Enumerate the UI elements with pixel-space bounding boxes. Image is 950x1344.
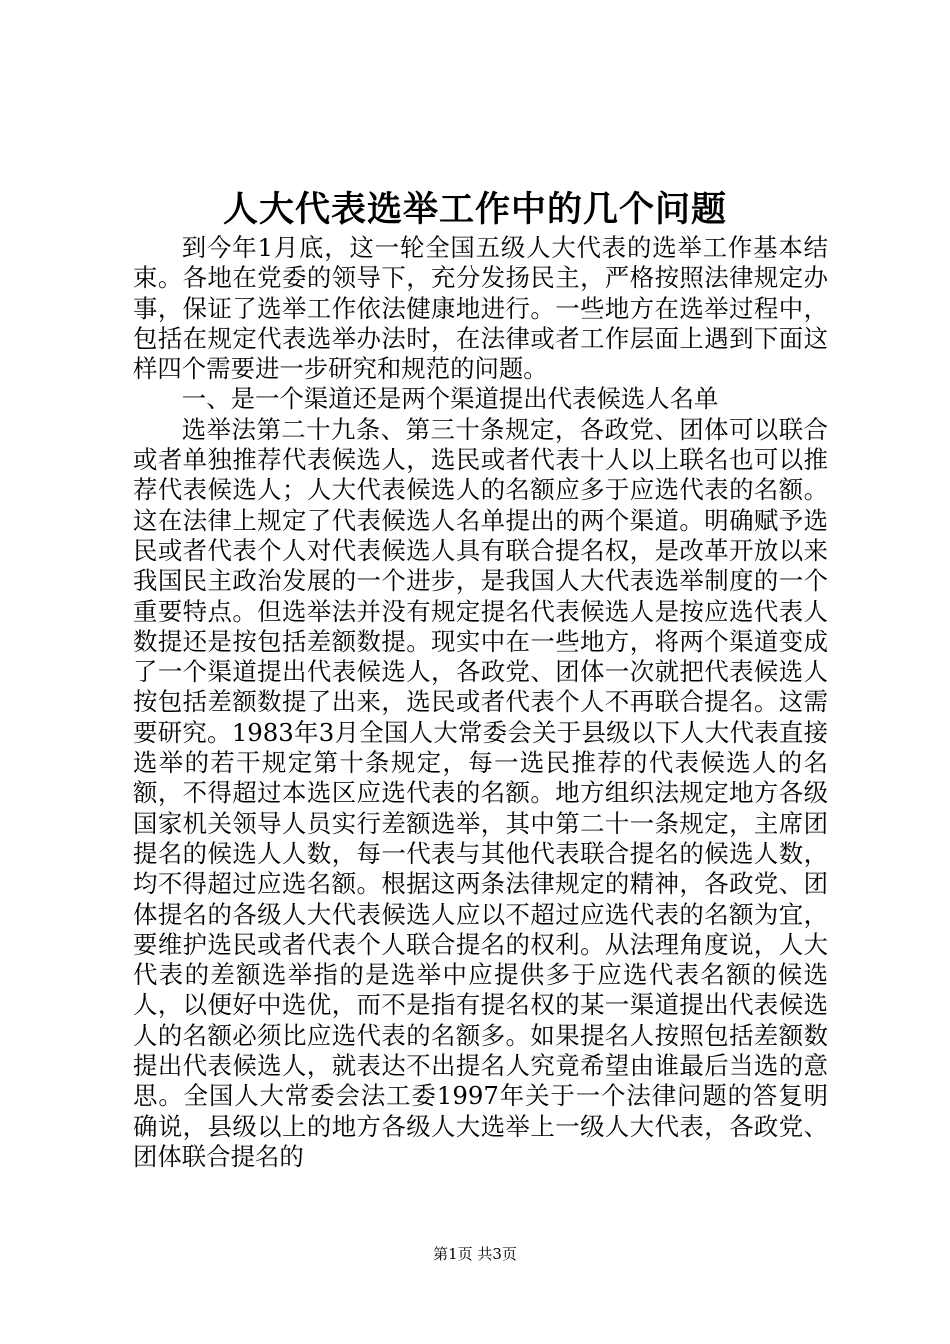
section-heading-1: 一、是一个渠道还是两个渠道提出代表候选人名单: [181, 384, 719, 414]
document-body: [133, 233, 828, 1172]
paragraph-intro: 到今年1月底，这一轮全国五级人大代表的选举工作基本结束。各地在党委的领导下，充分发扬民主，严格按照法律规定办事，保证了选举工作依法健康地进行。一些地方在选举过程中，包括在规定代表选举办法时，在法律或者工作层面上遇到下面这样四个需要进一步研究和规范的问题。: [133, 233, 828, 384]
page-number-footer: 第1页 共3页: [433, 1245, 517, 1263]
paragraph-section-1: 选举法第二十九条、第三十条规定，各政党、团体可以联合或者单独推荐代表候选人，选民或者代表十人以上联名也可以推荐代表候选人；人大代表候选人的名额应多于应选代表的名额。这在法律上规定了代表候选人名单提出的两个渠道。明确赋予选民或者代表个人对代表候选人具有联合提名权，是改革开放以来我国民主政治发展的一个进步，是我国人大代表选举制度的一个重要特点。但选举法并没有规定提名代表候选人是按应选代表人数提还是按包括差额数提。现实中在一些地方，将两个渠道变成了一个渠道提出代表候选人，各政党、团体一次就把代表候选人按包括差额数提了出来，选民或者代表个人不再联合提名。这需要研究。1983年3月全国人大常委会关于县级以下人大代表直接选举的若干规定第十条规定，每一选民推荐的代表候选人的名额，不得超过本选区应选代表的名额。地方组织法规定地方各级国家机关领导人员实行差额选举，其中第二十一条规定，主席团提名的候选人人数，每一代表与其他代表联合提名的候选人数，均不得超过应选名额。根据这两条法律规定的精神，各政党、团体提名的各级人大代表候选人应以不超过应选代表的名额为宜，要维护选民或者代表个人联合提名的权利。从法理角度说，人大代表的差额选举指的是选举中应提供多于应选代表名额的候选人，以便好中选优，而不是指有提名权的某一渠道提出代表候选人的名额必须比应选代表的名额多。如果提名人按照包括差额数提出代表候选人，就表达不出提名人究竟希望由谁最后当选的意思。全国人大常委会法工委1997年关于一个法律问题的答复明确说，县级以上的地方各级人大选举上一级人大代表，各政党、团体联合提名的: [133, 414, 828, 1171]
document-title: 人大代表选举工作中的几个问题: [222, 189, 727, 230]
